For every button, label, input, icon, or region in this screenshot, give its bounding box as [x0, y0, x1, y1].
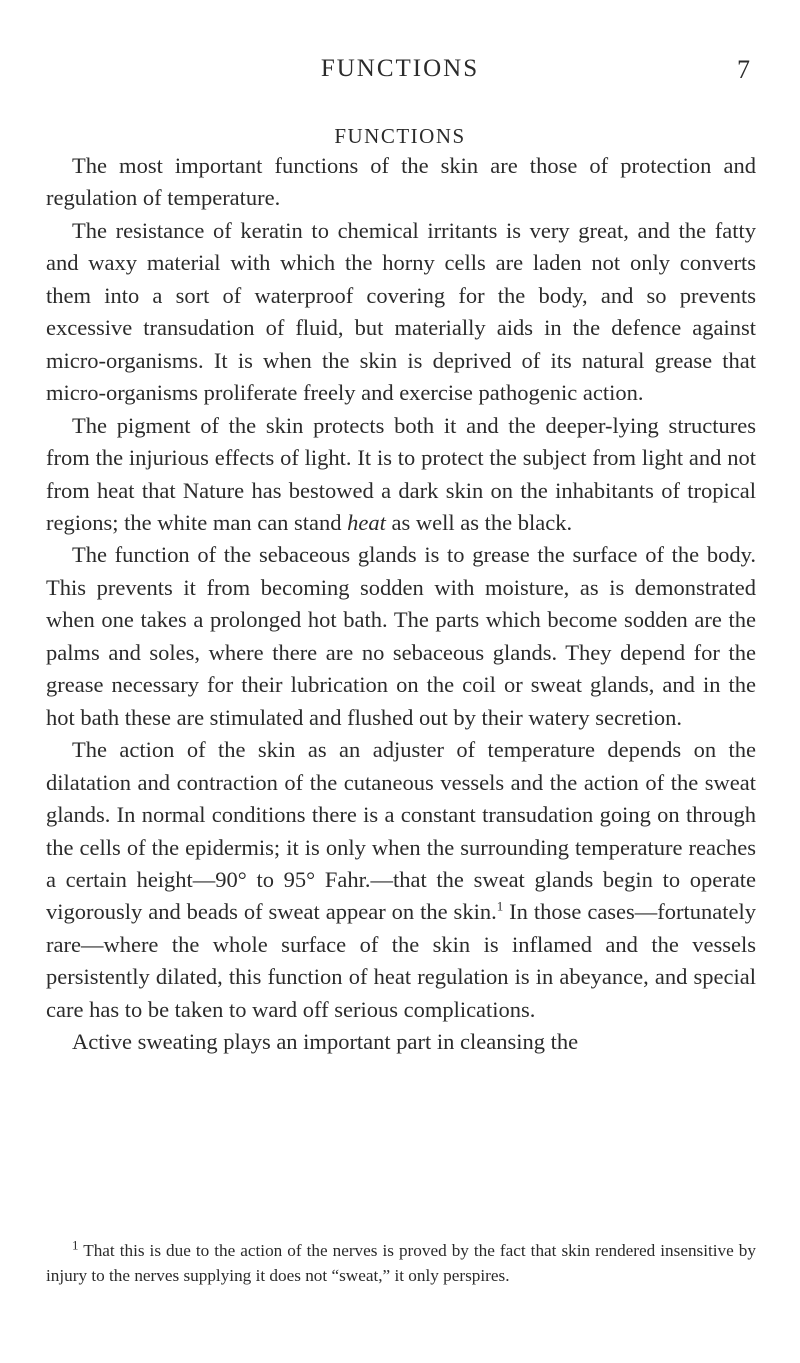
paragraph-5-text-a: The action of the skin as an adjuster of temperature depends on the dilatation and contraction of the cutaneous vessels and the action of the sweat glands. In normal conditions there is a constant transudation going on through the cells of the epidermis; it is only when the surrounding temperature reaches a certain height—90° to 95° Fahr.—that the sweat glands begin to operate vigorously and beads of sweat appear on the skin. — [46, 737, 756, 925]
paragraph-6: Active sweating plays an important part in cleansing the — [72, 1029, 579, 1055]
paragraph-5 — [46, 734, 756, 1026]
footnote-marker: 1 — [72, 1237, 79, 1253]
emphasis-heat: heat — [347, 509, 386, 535]
paragraph-3-text-b: as well as the black. — [391, 509, 573, 535]
running-head: FUNCTIONS — [320, 55, 480, 82]
footnote — [46, 1239, 756, 1289]
footnote-reference: 1 — [496, 898, 504, 914]
paragraph-3 — [46, 410, 756, 540]
paragraph-5-text-b: In those cases—fortunately rare—where the whole surface of the skin is inflamed and the vessels persistently dilated, this function of heat regulation is in abeyance, and special care has to be taken to ward off serious complications. — [46, 899, 757, 1022]
paragraph-3-text-a: The pigment of the skin protects both it and the deeper-lying structures from the injurious effects of light. It is to protect the subject from light and not from heat that Nature has bestowed a dark skin on the inhabitants of tropical regions; the white man can stand — [46, 412, 756, 535]
page-number: 7 — [737, 55, 750, 84]
paragraph-2: The resistance of keratin to chemical irritants is very great, and the fatty and waxy material with which the horny cells are laden not only converts them into a sort of waterproof covering for the body, and so prevents excessive transudation of fluid, but materially aids in the defence against micro-organisms. It is when the skin is deprived of its natural grease that micro-organisms proliferate freely and exercise pathogenic action. — [46, 217, 756, 406]
section-title: FUNCTIONS — [334, 124, 466, 148]
paragraph-4: The function of the sebaceous glands is to grease the surface of the body. This prevents it from becoming sodden with moisture, as is demonstrated when one takes a prolonged hot bath. The parts which become sodden are the palms and soles, where there are no sebaceous glands. They depend for the grease necessary for their lubrication on the coil or sweat glands, and in the hot bath these are stimulated and flushed out by their watery secretion. — [46, 542, 756, 730]
footnote-text: That this is due to the action of the nerves is proved by the fact that skin rendered insensitive by injury to the nerves supplying it does not “sweat,” it only perspires. — [46, 1241, 756, 1285]
paragraph-1: The most important functions of the skin are those of protection and regulation of temperature. — [46, 153, 756, 211]
body-text — [46, 150, 756, 1059]
